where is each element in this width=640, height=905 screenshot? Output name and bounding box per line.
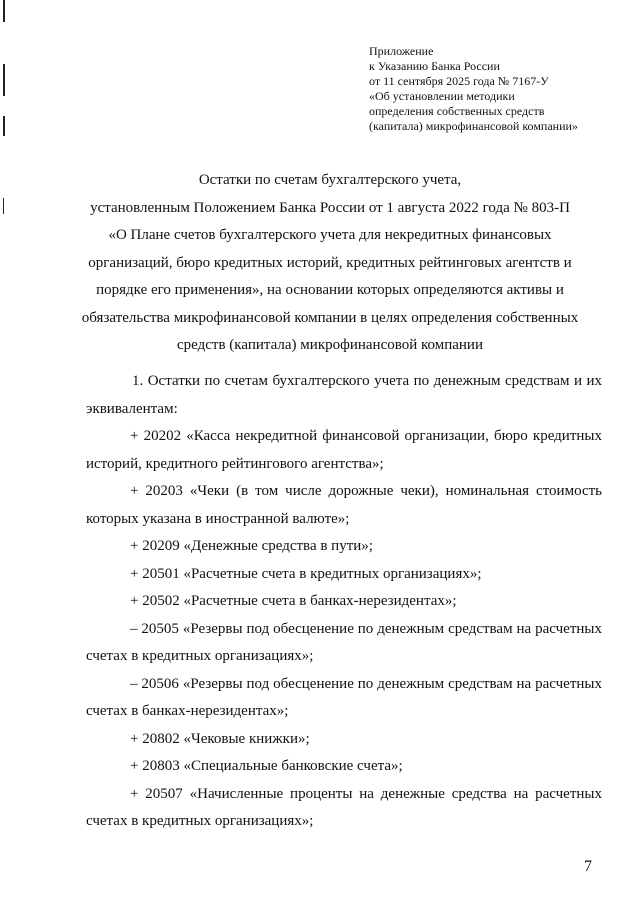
appendix-line: от 11 сентября 2025 года № 7167-У [369,74,549,88]
appendix-line: «Об установлении методики [369,89,515,103]
account-entry: + 20502 «Расчетные счета в банках-нерезидентах»; [130,593,457,609]
scan-edge-mark [3,116,5,136]
page-number: 7 [584,858,592,875]
title-line: Остатки по счетам бухгалтерского учета, [198,172,462,188]
document-body [86,368,602,836]
title-line: организаций, бюро кредитных историй, кредитных рейтинговых агентств и [88,254,572,271]
title-line: «О Плане счетов бухгалтерского учета для некредитных финансовых [108,227,552,243]
account-entry: + 20802 «Чековые книжки»; [130,730,310,747]
account-entry: – 20505 «Резервы под обесценение по денежным средствам на расчетных счетах в кредитных организациях»; [86,620,602,664]
title-line: обязательства микрофинансовой компании в целях определения собственных [81,309,579,326]
account-entry: + 20803 «Специальные банковские счета»; [130,758,403,774]
appendix-line: (капитала) микрофинансовой компании» [369,119,578,133]
title-line: установленным Положением Банка России от 1 августа 2022 года № 803-П [90,199,570,216]
account-entry: – 20506 «Резервы под обесценение по денежным средствам на расчетных счетах в банках-нерезидентах»; [86,675,602,719]
appendix-line: определения собственных средств [369,104,545,118]
account-entry: + 20501 «Расчетные счета в кредитных организациях»; [130,565,482,582]
section-heading: 1. Остатки по счетам бухгалтерского учета по денежным средствам и их эквивалентам: [86,373,602,417]
scan-edge-mark [3,64,5,96]
account-entry: + 20203 «Чеки (в том числе дорожные чеки), номинальная стоимость которых указана в иностранной валюте»; [86,483,602,527]
scan-edge-mark [3,198,4,214]
scan-edge-mark [3,0,5,22]
account-entry: + 20209 «Денежные средства в пути»; [130,538,373,554]
title-line: средств (капитала) микрофинансовой компании [177,337,483,353]
appendix-line: Приложение [369,44,434,58]
title-line: порядке его применения», на основании которых определяются активы и [96,282,564,298]
account-entry: + 20507 «Начисленные проценты на денежные средства на расчетных счетах в кредитных организациях»; [86,785,602,829]
appendix-line: к Указанию Банка России [369,59,500,73]
account-entry: + 20202 «Касса некредитной финансовой организации, бюро кредитных историй, кредитного рейтингового агентства»; [86,428,602,472]
document-title [60,167,600,360]
appendix-header [369,44,634,134]
